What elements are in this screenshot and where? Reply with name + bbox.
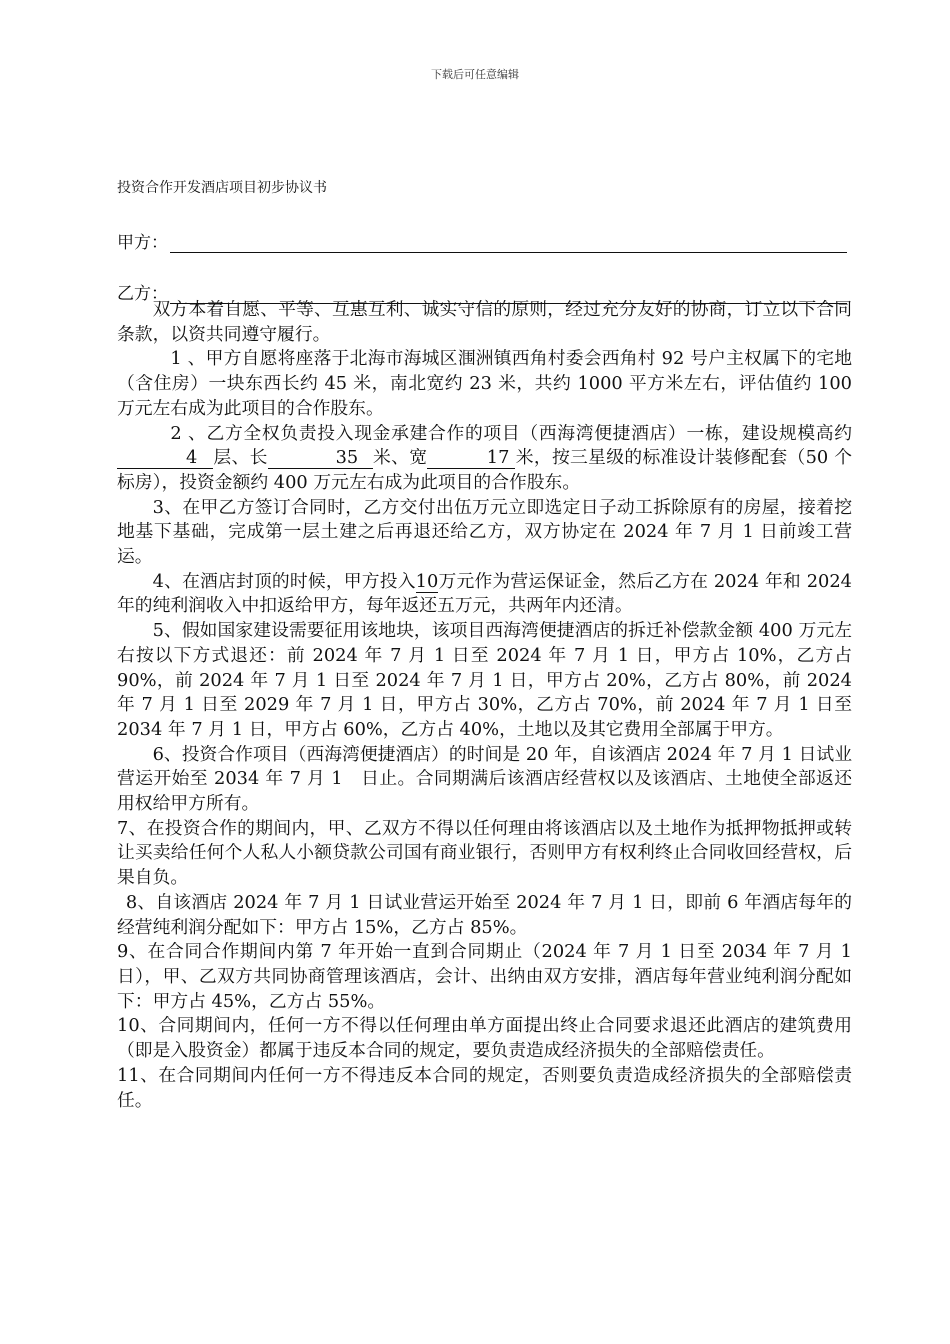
clause-2	[117, 422, 852, 496]
clause-7: 7、在投资合作的期间内，甲、乙双方不得以任何理由将该酒店以及土地作为抵押物抵押或转让买卖给任何个人私人小额贷款公司国有商业银行，否则甲方有权利终止合同收回经营权，后果自负。	[117, 817, 852, 889]
clause-4-text-1: 4、在酒店封顶的时候，甲方投入	[152, 570, 416, 592]
document-title: 投资合作开发酒店项目初步协议书	[117, 180, 327, 196]
party-a-blank-line	[170, 236, 847, 253]
clause-4-text-2: 万元作为营运保证金，然后乙方在 2024 年和 2024 年的纯利润收入中扣返给甲方，每年返还五万元，共两年内还清。	[117, 570, 852, 617]
length-value: 35	[268, 448, 373, 469]
header-note: 下载后可任意编辑	[431, 68, 519, 81]
width-value: 17	[427, 448, 515, 469]
clause-2-text-1: 2 、乙方全权负责投入现金承建合作的项目（西海湾便捷酒店）一栋，建设规模高约	[170, 422, 852, 444]
agreement-body	[117, 298, 852, 1113]
party-a-field	[117, 228, 847, 253]
clause-10: 10、合同期间内，任何一方不得以任何理由单方面提出终止合同要求退还此酒店的建筑费用（即是入股资金）都属于违反本合同的规定，要负责造成经济损失的全部赔偿责任。	[117, 1015, 852, 1062]
floors-value: 4	[117, 448, 213, 469]
clause-6: 6、投资合作项目（西海湾便捷酒店）的时间是 20 年，自该酒店 2024 年 7 月 1 日试业营运开始至 2034 年 7 月 1 日止。合同期满后该酒店经营权以及该酒店、土地使全部返还用权给甲方所有。	[117, 743, 852, 815]
clause-2-text-4: 米，按三星级的标准设计装修配套（50 个标房），投资金额约 400 万元左右成为此项目的合作股东。	[117, 447, 852, 493]
clause-2-text-2: 层、长	[213, 447, 268, 469]
clause-3: 3、在甲乙方签订合同时，乙方交付出伍万元立即选定日子动工拆除原有的房屋，接着挖地基下基础，完成第一层土建之后再退还给乙方，双方协定在 2024 年 7 月 1 日前竣工营运。	[117, 496, 852, 568]
deposit-amount: 10	[415, 570, 439, 592]
clause-5: 5、假如国家建设需要征用该地块，该项目西海湾便捷酒店的拆迁补偿款金额 400 万元左右按以下方式退还：前 2024 年 7 月 1 日至 2024 年 7 月 1 日，甲方占 10%，乙方占 90%，前 2024 年 7 月 1 日至 2024 年 7 月 1 日，甲方占 20%，乙方占 80%，前 2024 年 7 月 1 日至 2029 年 7 月 1 日，甲方占 30%，乙方占 70%，前 2024 年 7 月 1 日至 2034 年 7 月 1 日，甲方占 60%，乙方占 40%，土地以及其它费用全部属于甲方。	[117, 620, 852, 740]
clause-4	[117, 570, 852, 619]
clause-9: 9、在合同合作期间内第 7 年开始一直到合同期止（2024 年 7 月 1 日至 2034 年 7 月 1 日），甲、乙双方共同协商管理该酒店，会计、出纳由双方安排，酒店每年营业纯利润分配如下：甲方占 45%，乙方占 55%。	[117, 941, 852, 1012]
clause-1: 1 、甲方自愿将座落于北海市海城区涠洲镇西角村委会西角村 92 号户主权属下的宅地（含住房）一块东西长约 45 米，南北宽约 23 米，共约 1000 平方米左右，评估值约 100 万元左右成为此项目的合作股东。	[117, 348, 852, 419]
intro-paragraph: 双方本着自愿、平等、互惠互利、诚实守信的原则，经过充分友好的协商，订立以下合同条款，以资共同遵守履行。	[117, 299, 852, 345]
party-b-label: 乙方：	[117, 284, 168, 304]
clause-8: 8、自该酒店 2024 年 7 月 1 日试业营运开始至 2024 年 7 月 1 日，即前 6 年酒店每年的经营纯利润分配如下：甲方占 15%，乙方占 85%。	[117, 891, 852, 938]
party-a-label: 甲方：	[117, 233, 168, 253]
clause-11: 11、在合同期间内任何一方不得违反本合同的规定，否则要负责造成经济损失的全部赔偿责任。	[117, 1064, 852, 1111]
clause-2-text-3: 米、宽	[372, 447, 428, 469]
